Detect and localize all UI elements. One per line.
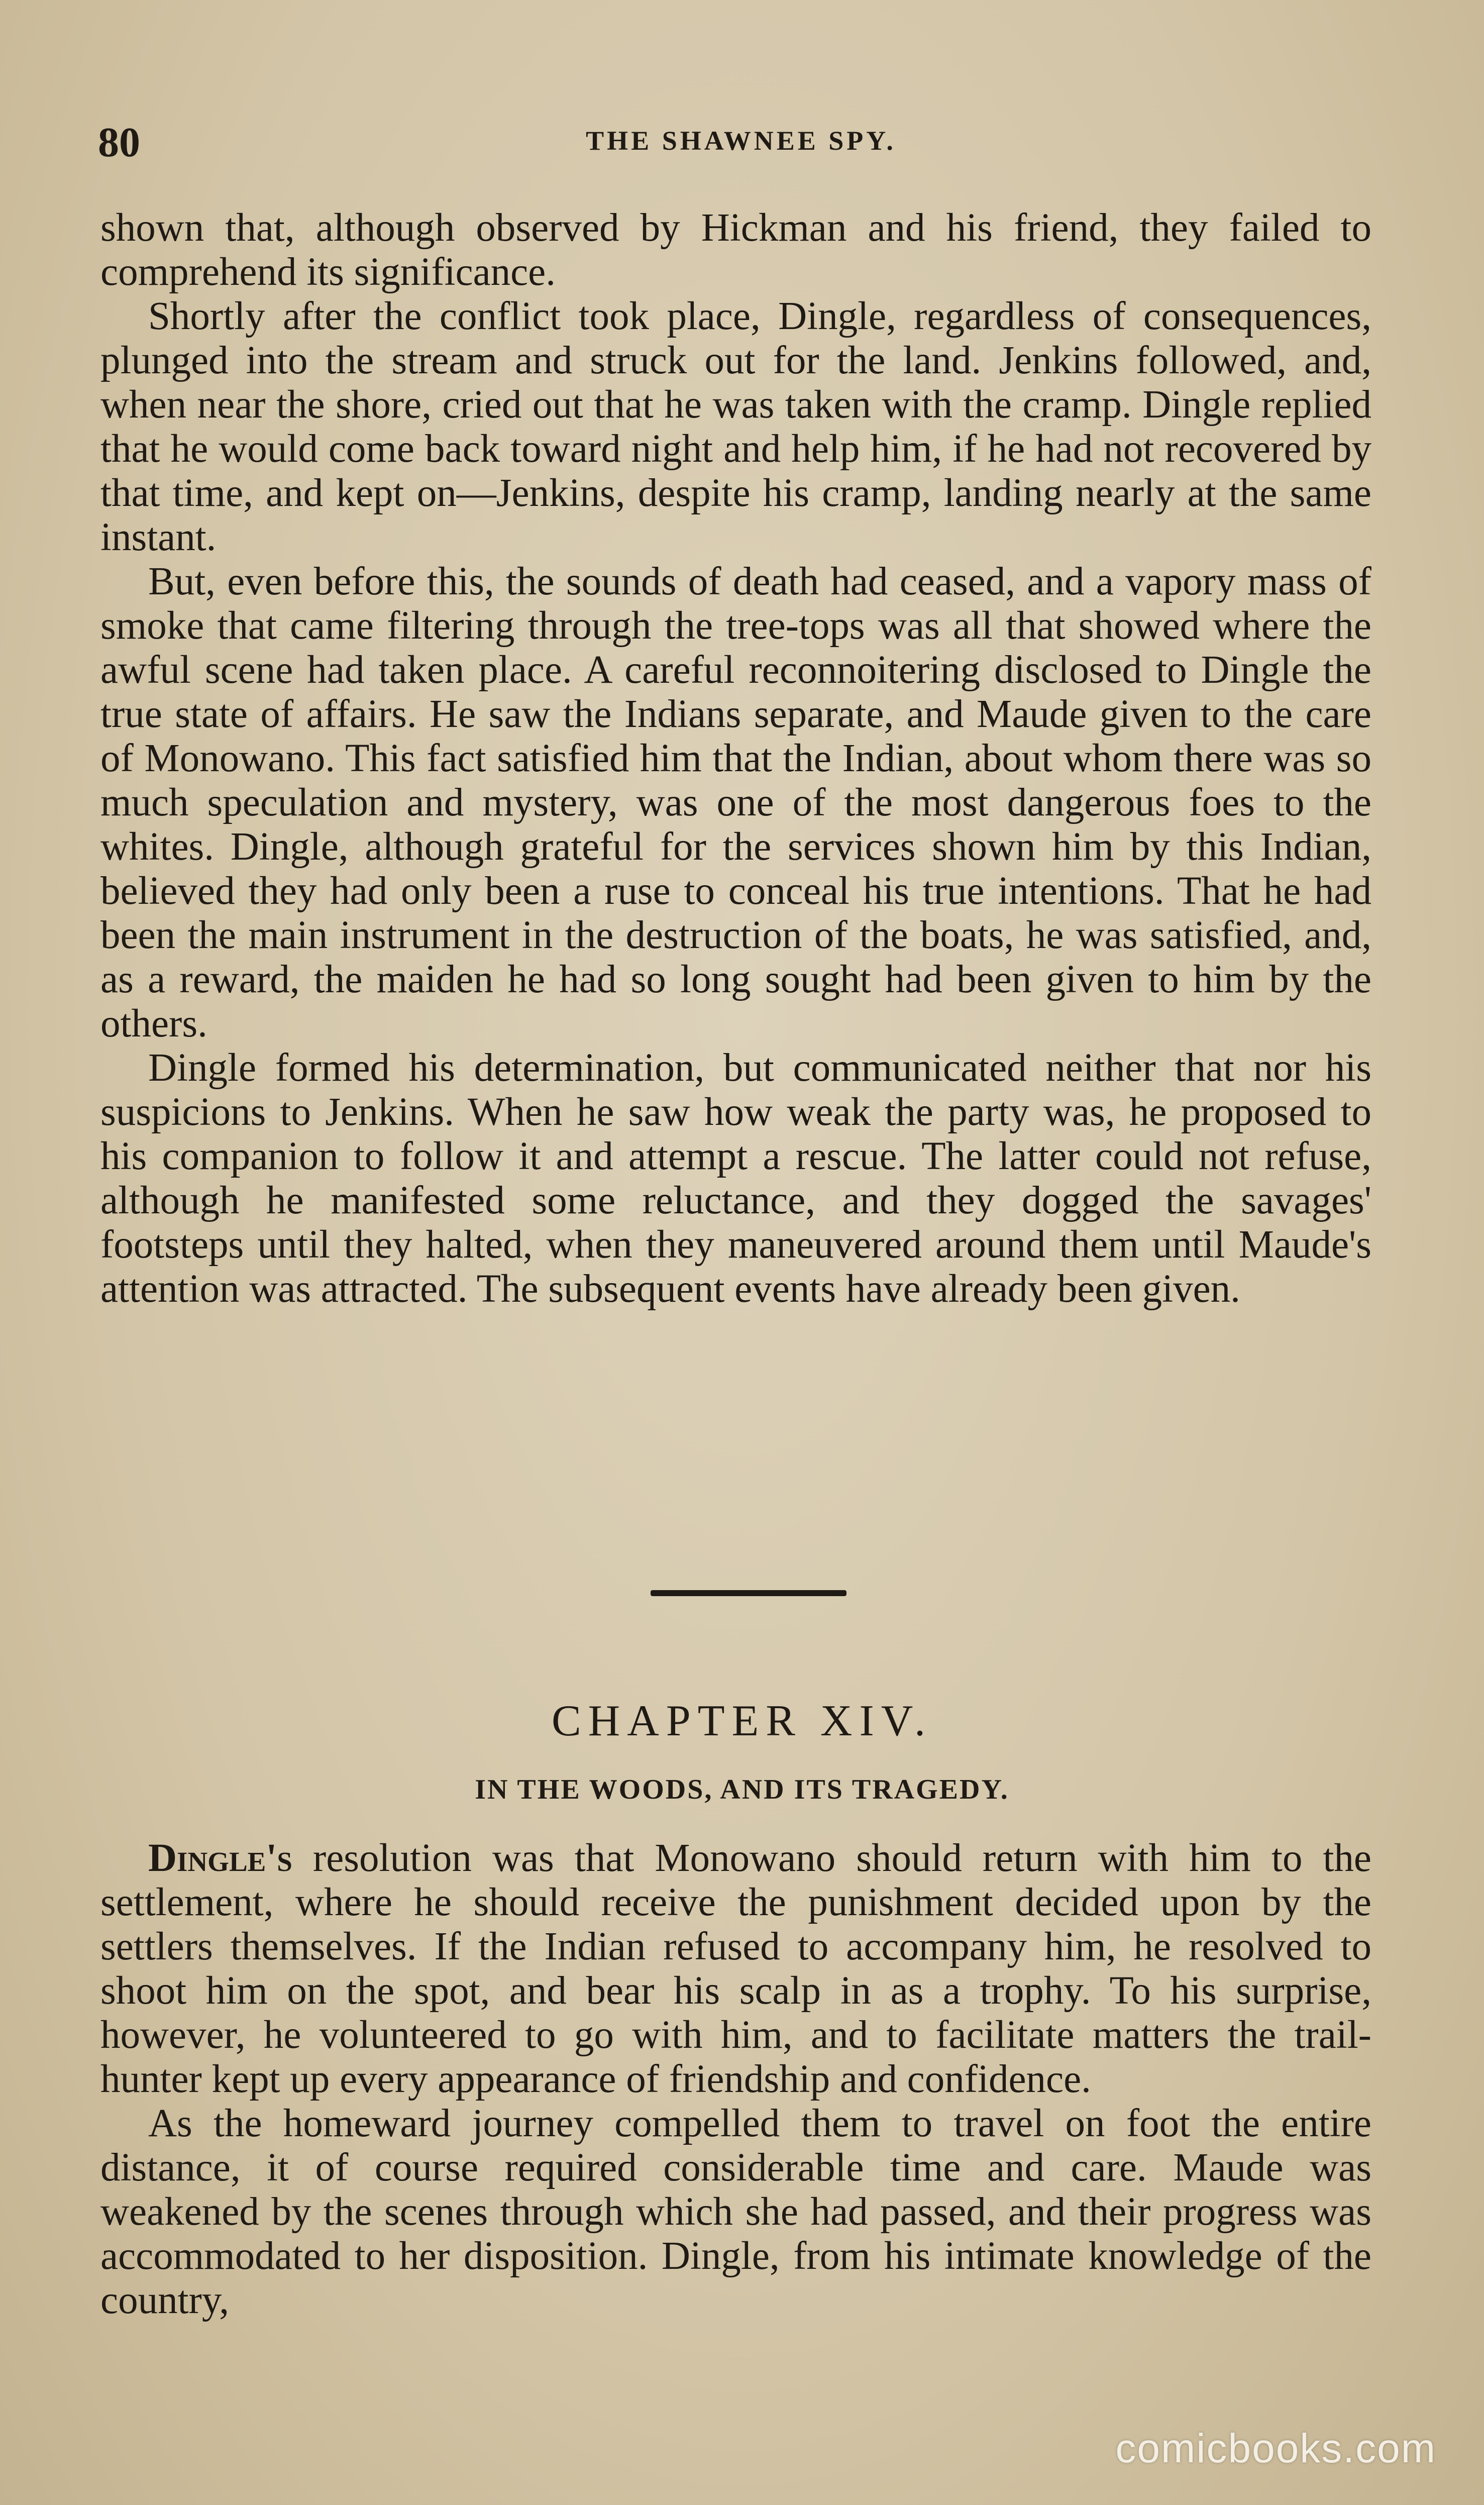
body-text bbox=[100, 206, 1371, 1311]
paragraph: As the homeward journey compelled them to travel on foot the entire distance, it of course required considerable time and care. Maude was weakened by the scenes through which she had passed, and their progress was accommodated to her disposition. Dingle, from his intimate knowledge of the country, bbox=[100, 2102, 1371, 2322]
page-header bbox=[98, 118, 1384, 173]
paragraph-text: resolution was that Monowano should return with him to the settlement, where he should receive the punishment decided upon by the settlers themselves. If the Indian refused to accompany him, he resolved to shoot him on the spot, and bear his scalp in as a trophy. To his surprise, however, he volunteered to go with him, and to facilitate matters the trail-hunter kept up every appearance of friendship and confidence. bbox=[100, 1836, 1371, 2101]
paragraph: Shortly after the conflict took place, Dingle, regardless of consequences, plunged into the stream and struck out for the land. Jenkins followed, and, when near the shore, cried out that he was taken with the cramp. Dingle replied that he would come back toward night and help him, if he had not recovered by that time, and kept on—Jenkins, despite his cramp, landing nearly at the same instant. bbox=[100, 294, 1371, 559]
lead-word: Dingle's bbox=[148, 1836, 292, 1880]
page-number: 80 bbox=[98, 119, 140, 166]
watermark: comicbooks.com bbox=[1115, 2426, 1436, 2471]
paragraph bbox=[100, 1836, 1371, 2102]
chapter-subtitle: IN THE WOODS, AND ITS TRAGEDY. bbox=[475, 1774, 1009, 1805]
chapter-text bbox=[100, 1836, 1371, 2323]
running-title: THE SHAWNEE SPY. bbox=[586, 126, 896, 156]
paragraph: But, even before this, the sounds of death had ceased, and a vapory mass of smoke that came filtering through the tree-tops was all that showed where the awful scene had taken place. A careful reconnoitering disclosed to Dingle the true state of affairs. He saw the Indians separate, and Maude given to the care of Monowano. This fact satisfied him that the Indian, about whom there was so much speculation and mystery, was one of the most dangerous foes to the whites. Dingle, although grateful for the services shown him by this Indian, believed they had only been a ruse to conceal his true intentions. That he had been the main instrument in the destruction of the boats, he was satisfied, and, as a reward, the maiden he had so long sought had been given to him by the others. bbox=[100, 560, 1371, 1046]
section-divider bbox=[651, 1590, 846, 1596]
paragraph: Dingle formed his determination, but communicated neither that nor his suspicions to Jenkins. When he saw how weak the party was, he proposed to his companion to follow it and attempt a rescue. The latter could not refuse, although he manifested some reluctance, and they dogged the savages' footsteps until they halted, when they maneuvered around them until Maude's attention was attracted. The subsequent events have already been given. bbox=[100, 1046, 1371, 1311]
chapter-title: CHAPTER XIV. bbox=[551, 1697, 932, 1745]
paragraph: shown that, although observed by Hickman and his friend, they failed to comprehend its significance. bbox=[100, 206, 1371, 294]
